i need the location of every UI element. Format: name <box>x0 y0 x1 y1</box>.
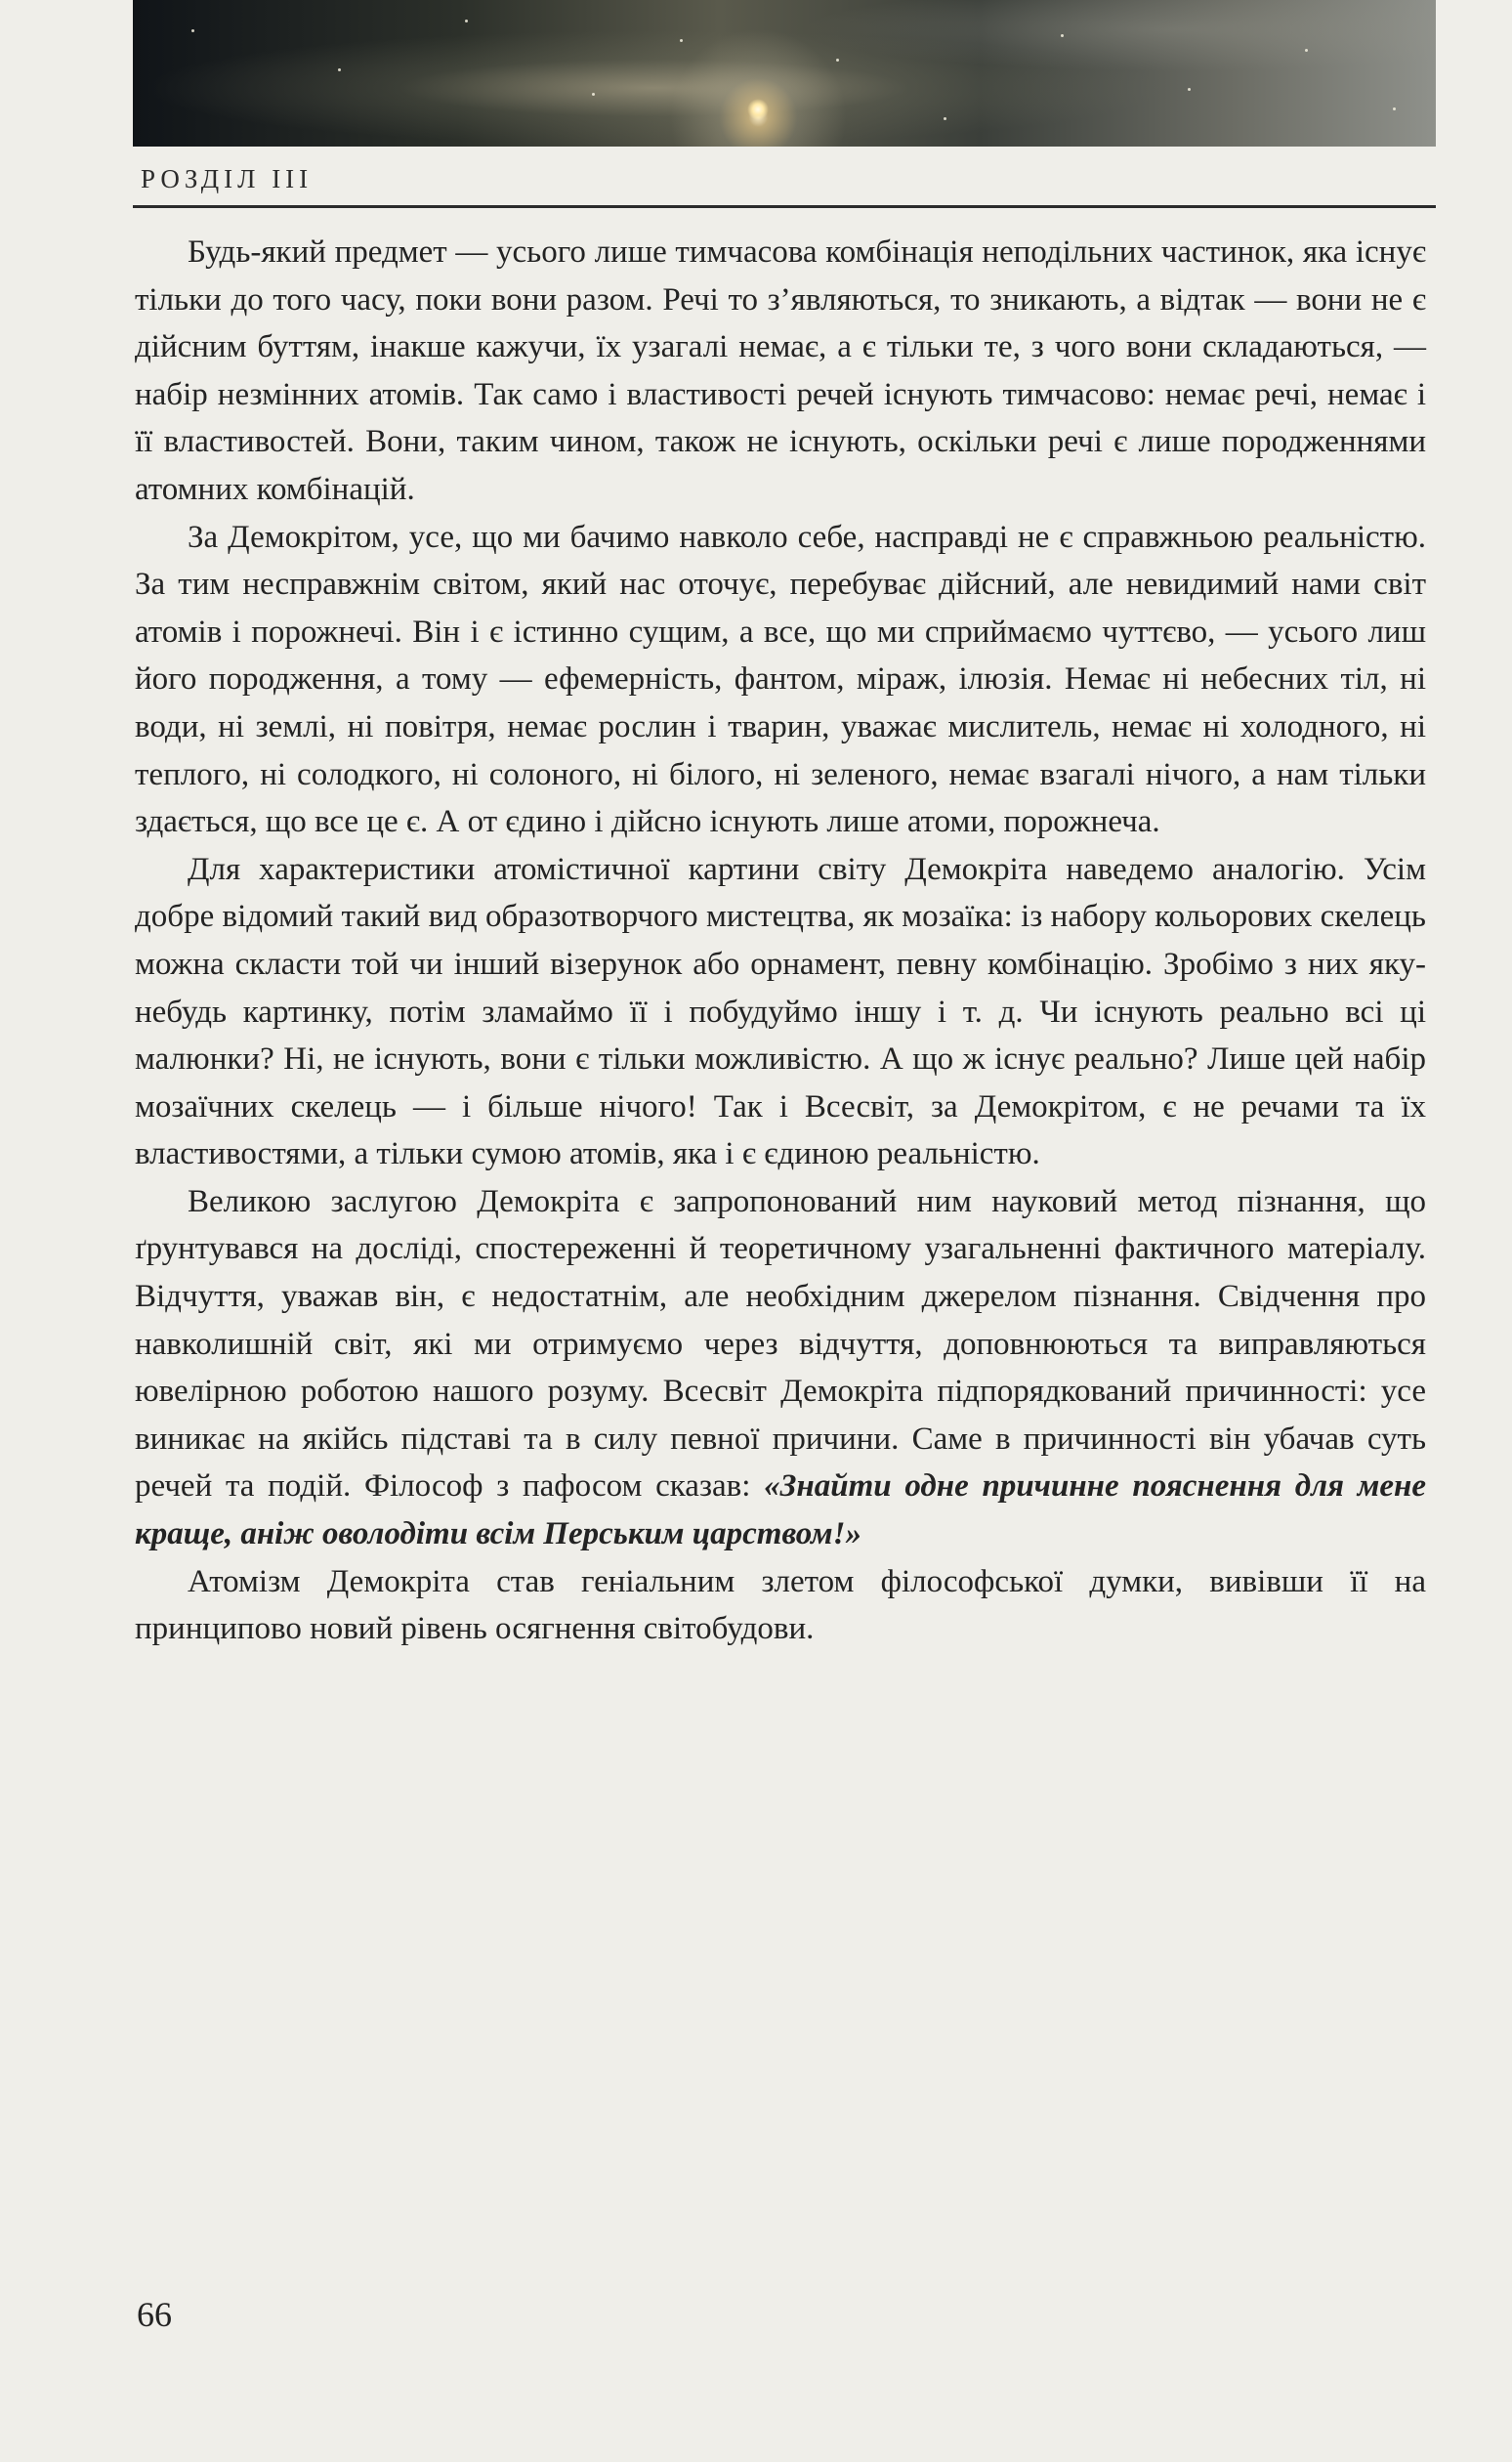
header-starfield-image <box>133 0 1436 147</box>
header-divider <box>133 205 1436 208</box>
star-dot <box>592 93 595 96</box>
page-number: 66 <box>137 2295 172 2334</box>
star-dot <box>191 29 194 32</box>
paragraph <box>135 1558 1426 1653</box>
bright-star-icon <box>747 99 769 120</box>
paragraph-text: Для характеристики атомістичної картини світу Демокріта наведемо аналогію. Усім добре відомий такий вид образотворчого мистецтва, як мозаїка: із набору кольорових скелець можна скласти той чи інший візерунок або орнамент, певну комбінацію. Зробімо з них яку-небудь картинку, потім зламаймо її і побудуймо іншу і т. д. Чи існують реально всі ці малюнки? Ні, не існують, вони є тільки можливістю. А що ж існує реально? Лише цей набір мозаїчних скелець — і більше нічого! Так і Всесвіт, за Демокрітом, є не речами та їх властивостями, а тільки сумою атомів, яка і є єдиною реальністю. <box>135 851 1426 1172</box>
paragraph-text: Великою заслугою Демокріта є запропонований ним науковий метод пізнання, що ґрунтувався на досліді, спостереженні й теоретичному узагальненні фактичного матеріалу. Відчуття, уважав він, є недостатнім, але необхідним джерелом пізнання. Свідчення про навколишній світ, які ми отримуємо через відчуття, доповнюються та виправляються ювелірною роботою нашого розуму. Всесвіт Демокріта підпорядкований причинності: усе виникає на якійсь підставі та в силу певної причини. Саме в причинності він убачав суть речей та подій. Філософ з пафосом сказав: <box>135 1183 1426 1505</box>
paragraph <box>135 229 1426 514</box>
star-dot <box>680 39 683 42</box>
paragraph-text: Атомізм Демокріта став геніальним злетом філософської думки, вивівши її на принципово новий рівень осягнення світобудови. <box>135 1563 1426 1647</box>
star-dot <box>1305 49 1308 52</box>
paragraph <box>135 514 1426 846</box>
star-dot <box>836 59 839 62</box>
paragraph <box>135 846 1426 1178</box>
star-dot <box>1188 88 1191 91</box>
democritus-quote: «Знайти одне причинне пояснення для мене краще, аніж оволодіти всім Перським царством!» <box>135 1468 1427 1552</box>
paragraph-text: За Демокрітом, усе, що ми бачимо навколо себе, насправді не є справжньою реальністю. За тим несправжнім світом, який нас оточує, перебуває дійсний, але невидимий нами світ атомів і порожнечі. Він і є істинно сущим, а все, що ми сприймаємо чуттєво, — усього лиш його породження, а тому — ефемерність, фантом, міраж, ілюзія. Немає ні небесних тіл, ні води, ні землі, ні повітря, немає рослин і тварин, уважає мислитель, немає ні холодного, ні теплого, ні солодкого, ні солоного, ні білого, ні зеленого, немає взагалі нічого, а нам тільки здається, що все це є. А от єдино і дійсно існують лише атоми, порожнеча. <box>135 519 1426 840</box>
paragraph-text: Будь-який предмет — усього лише тимчасова комбінація неподільних частинок, яка існує тільки до того часу, поки вони разом. Речі то з’являються, то зникають, а відтак — вони не є дійсним буттям, інакше кажучи, їх узагалі немає, а є тільки те, з чого вони складаються, — набір незмінних атомів. Так само і властивості речей існують тимчасово: немає речі, немає і її властивостей. Вони, таким чином, також не існують, оскільки речі є лише породженнями атомних комбінацій. <box>135 234 1426 507</box>
paragraph <box>135 1178 1426 1558</box>
chapter-label: РОЗДІЛ ІІІ <box>141 164 314 193</box>
star-dot <box>465 20 468 22</box>
star-dot <box>1393 107 1396 110</box>
star-dot <box>1061 34 1064 37</box>
star-dot <box>944 117 946 120</box>
star-dot <box>338 68 341 71</box>
body-text <box>135 229 1426 1653</box>
